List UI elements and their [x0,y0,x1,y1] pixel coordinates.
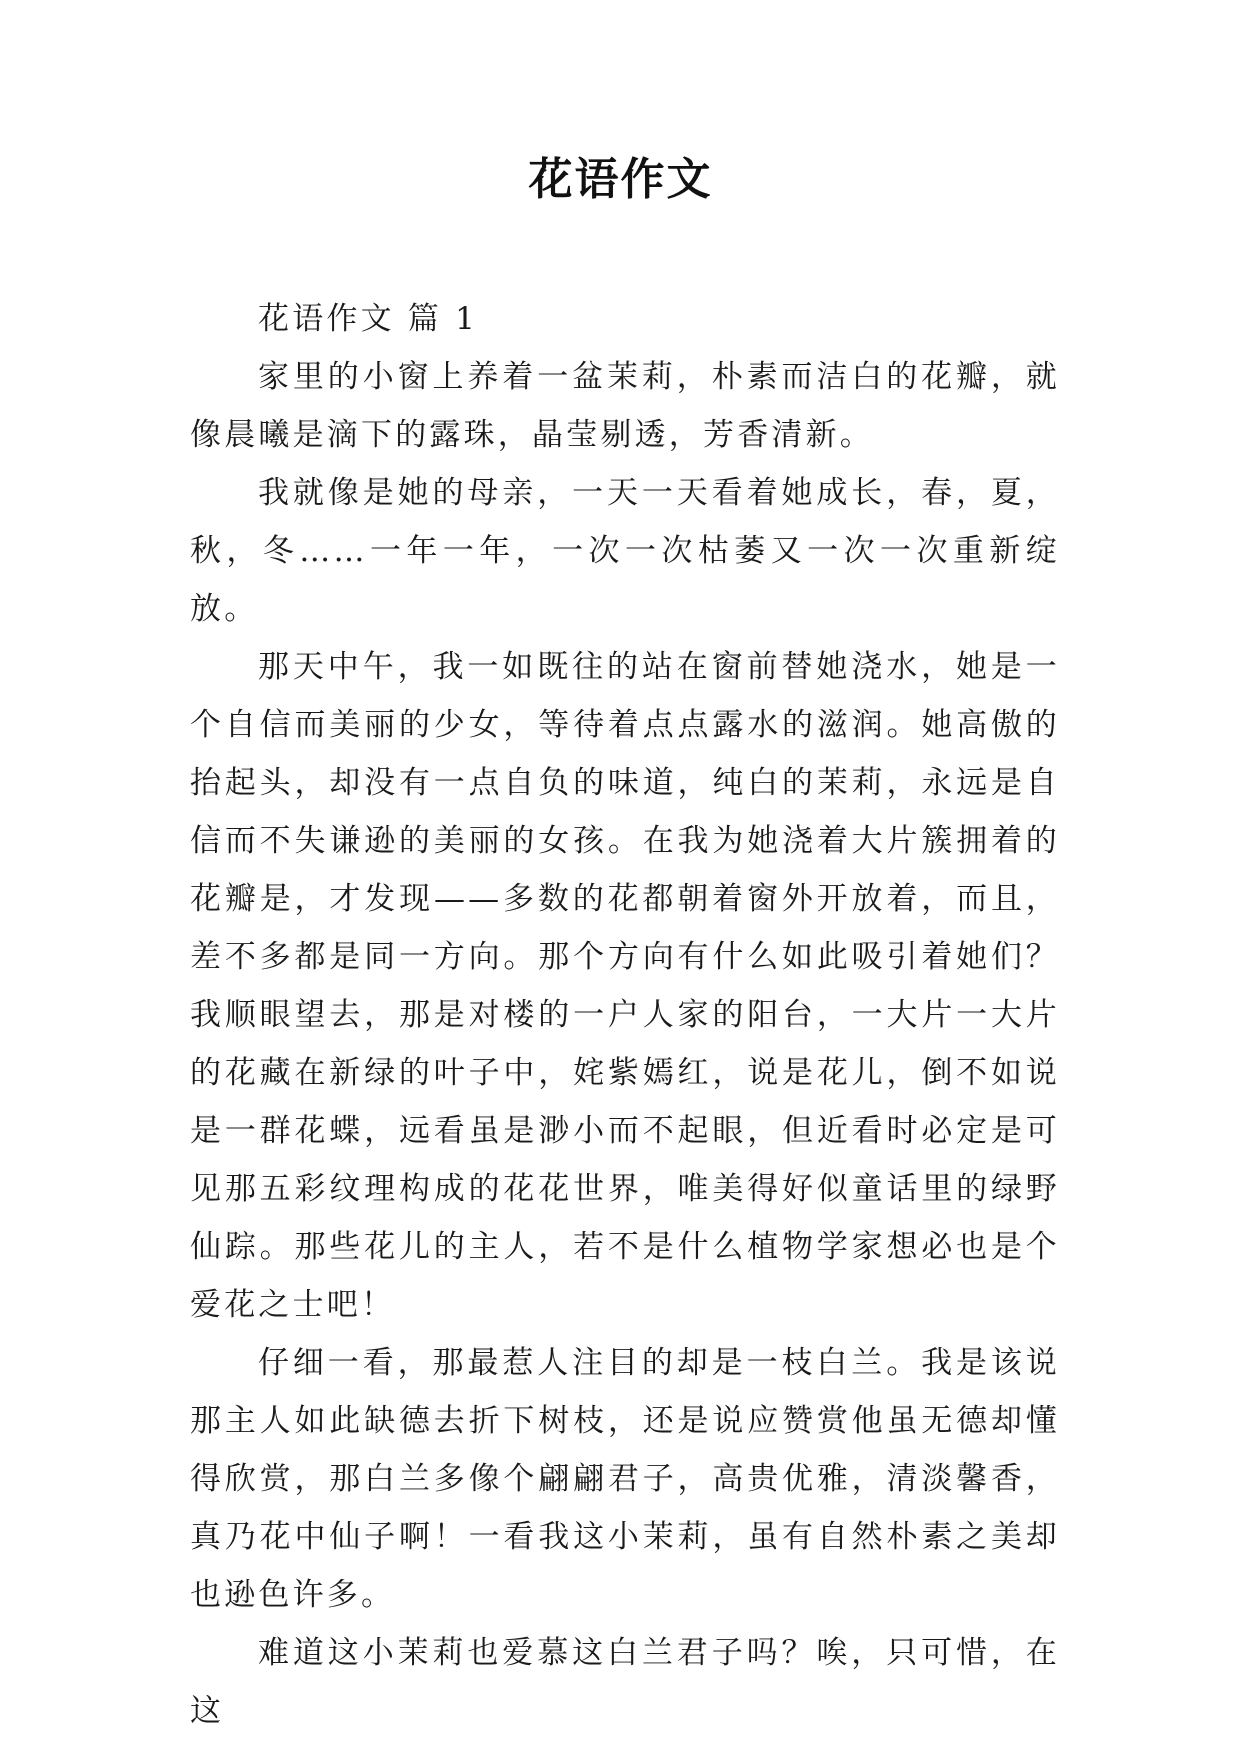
paragraph-5: 难道这小茉莉也爱慕这白兰君子吗？唉，只可惜，在这 [190,1635,1060,1729]
paragraph-3: 那天中午，我一如既往的站在窗前替她浇水，她是一个自信而美丽的少女，等待着点点露水的滋润。她高傲的抬起头，却没有一点自负的味道，纯白的茉莉，永远是自信而不失谦逊的美丽的女孩。在我为她浇着大片簇拥着的花瓣是，才发现——多数的花都朝着窗外开放着，而且，差不多都是同一方向。那个方向有什么如此吸引着她们？我顺眼望去，那是对楼的一户人家的阳台，一大片一大片的花藏在新绿的叶子中，姹紫嫣红，说是花儿，倒不如说是一群花蝶，远看虽是渺小而不起眼，但近看时必定是可见那五彩纹理构成的花花世界，唯美得好似童话里的绿野仙踪。那些花儿的主人，若不是什么植物学家想必也是个爱花之士吧！ [190,649,1060,1323]
paragraph-4: 仔细一看，那最惹人注目的却是一枝白兰。我是该说那主人如此缺德去折下树枝，还是说应赞赏他虽无德却懂得欣赏，那白兰多像个翩翩君子，高贵优雅，清淡馨香，真乃花中仙子啊！一看我这小茉莉，虽有自然朴素之美却也逊色许多。 [190,1345,1060,1613]
document-body [190,290,1060,1740]
page-title: 花语作文 [528,154,713,205]
section-heading: 花语作文 篇 1 [258,301,479,337]
paragraph-2: 我就像是她的母亲，一天一天看着她成长，春，夏，秋，冬……一年一年，一次一次枯萎又一次一次重新绽放。 [190,475,1060,627]
paragraph-1: 家里的小窗上养着一盆茉莉，朴素而洁白的花瓣，就像晨曦是滴下的露珠，晶莹剔透，芳香清新。 [190,359,1060,453]
